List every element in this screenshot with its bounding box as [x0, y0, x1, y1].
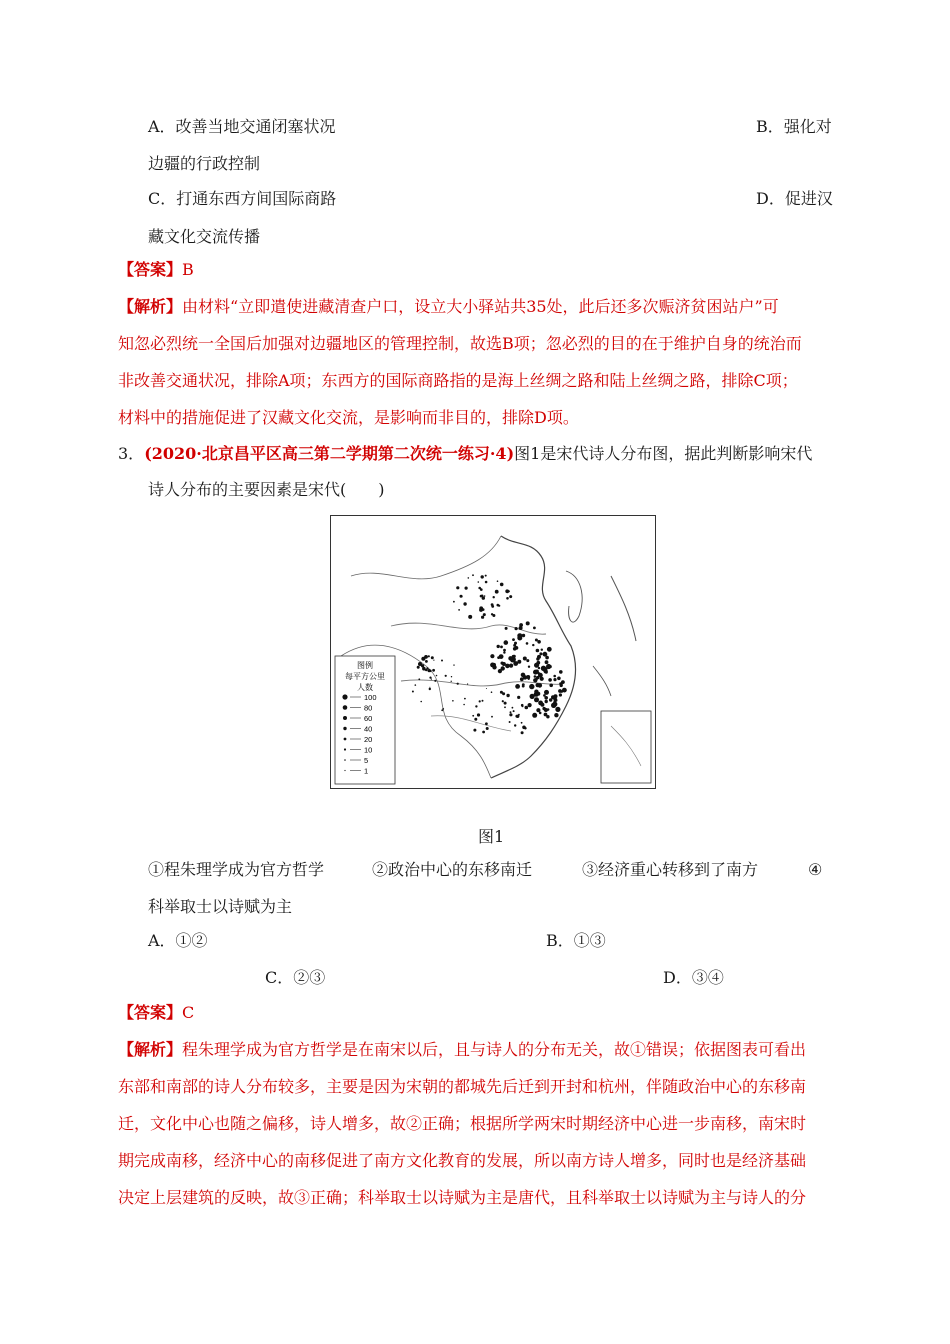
q3-statement-4-tail: 科举取士以诗赋为主: [148, 897, 293, 916]
density-dot: [420, 701, 422, 703]
density-dot: [479, 700, 481, 702]
density-dot: [441, 660, 443, 662]
density-dot: [529, 684, 534, 689]
q2-analysis-line-2: 知忽必烈统一全国后加强对边疆地区的管理控制，故选B项；忽必烈的目的在于维护自身的统治而: [118, 334, 802, 353]
legend-dot: [343, 705, 348, 710]
korean-peninsula: [566, 571, 582, 622]
density-dot: [511, 657, 516, 662]
density-dot: [547, 647, 552, 652]
density-dot: [549, 684, 553, 688]
q2-answer-value: B: [182, 260, 194, 279]
density-dot: [515, 627, 518, 630]
q2-option-a: A．改善当地交通闭塞状况: [148, 117, 336, 136]
density-dot: [429, 687, 430, 688]
japan-islands: [611, 576, 636, 641]
q3-source: (2020·北京昌平区高三第二学期第二次统一练习·4): [144, 444, 515, 463]
q3-statement-3: ③经济重心转移到了南方: [582, 860, 759, 879]
density-dot: [477, 713, 480, 716]
q2-analysis-label: 【解析】: [118, 297, 183, 316]
q3-stem-text: 图1是宋代诗人分布图，据此判断影响宋代: [514, 444, 813, 463]
density-dot: [515, 684, 520, 689]
density-dot: [540, 703, 544, 707]
figure-caption: 图1: [478, 827, 505, 846]
density-dot: [536, 683, 540, 687]
density-dot: [504, 706, 506, 708]
q3-statement-1: ①程朱理学成为官方哲学: [148, 860, 325, 879]
density-dot: [482, 596, 485, 599]
density-dot: [472, 715, 474, 717]
coastline: [491, 536, 576, 778]
density-dot: [505, 627, 508, 630]
q3-stem-line-2: 诗人分布的主要因素是宋代( ): [148, 480, 385, 499]
density-dot: [532, 713, 537, 718]
legend-value: 10: [364, 745, 373, 755]
density-dot: [533, 627, 536, 630]
q2-option-d-tail: 藏文化交流传播: [148, 227, 261, 246]
density-dot: [456, 586, 459, 589]
density-dot: [541, 649, 543, 651]
density-dot: [475, 705, 477, 707]
density-dot: [512, 707, 514, 709]
density-dot: [491, 605, 494, 608]
density-dot: [537, 655, 541, 659]
density-dot: [451, 676, 452, 677]
q2-answer: [118, 259, 194, 281]
density-dot: [526, 659, 529, 662]
q3-analysis-line-4: 期完成南移，经济中心的南移促进了南方文化教育的发展，所以南方诗人增多，同时也是经济基础: [118, 1151, 807, 1170]
density-dot: [506, 694, 509, 697]
density-dot: [493, 596, 495, 598]
poet-density-dots: [412, 574, 567, 734]
density-dot: [428, 655, 430, 657]
density-dot: [557, 677, 561, 681]
density-dot: [490, 654, 494, 658]
density-dot: [506, 597, 509, 600]
density-dot: [453, 601, 455, 603]
density-dot: [525, 706, 529, 710]
q3-analysis-line-5: 决定上层建筑的反映，故③正确；科举取士以诗赋为主是唐代，且科举取士以诗赋为主与诗人的分: [118, 1188, 807, 1207]
legend-dot: [344, 759, 346, 761]
legend-title-3: 人数: [357, 683, 373, 692]
density-dot: [486, 688, 487, 689]
density-dot: [549, 698, 552, 701]
density-dot: [517, 633, 522, 638]
q2-analysis-line-3: 非改善交通状况，排除A项；东西方的国际商路指的是海上丝绸之路和陆上丝绸之路，排除C项；: [118, 371, 798, 390]
density-dot: [547, 708, 550, 711]
density-dot: [497, 645, 500, 648]
density-dot: [513, 647, 517, 651]
density-dot: [460, 595, 463, 598]
density-dot: [474, 718, 477, 721]
density-dot: [499, 654, 504, 659]
q3-statement-4-head: ④: [808, 860, 823, 879]
density-dot: [509, 664, 513, 668]
density-dot: [502, 662, 506, 666]
q3-option-b: B．①③: [546, 931, 606, 950]
q2-analysis-text-1: 由材料“立即遣使进藏清查户口，设立大小驿站共35处，此后还多次赈济贫困站户”可: [182, 297, 779, 316]
density-dot: [421, 664, 424, 667]
legend-value: 1: [364, 766, 369, 776]
density-dot: [510, 711, 512, 713]
density-dot: [431, 656, 434, 659]
density-dot: [472, 574, 474, 576]
density-dot: [554, 713, 558, 717]
density-dot: [559, 682, 562, 685]
legend-value: 5: [364, 756, 369, 765]
density-dot: [521, 673, 526, 678]
density-dot: [536, 649, 540, 653]
legend-title-2: 每平方公里: [345, 672, 385, 681]
q2-answer-label: 【答案】: [118, 260, 183, 279]
density-dot: [479, 608, 483, 612]
density-dot: [555, 707, 560, 712]
density-dot: [481, 575, 484, 578]
density-dot: [526, 642, 529, 645]
q3-analysis-line-3: 迁，文化中心也随之偏移，诗人增多，故②正确；根据所学两宋时期经济中心进一步南移，南宋时: [118, 1114, 807, 1133]
density-dot: [485, 722, 488, 725]
legend-dot: [344, 770, 345, 771]
density-dot: [504, 702, 507, 705]
density-dot: [562, 688, 567, 693]
density-dot: [539, 712, 542, 715]
density-dot: [457, 683, 459, 685]
density-dot: [497, 580, 499, 582]
minor-river: [431, 716, 511, 731]
south-sea-inset: [601, 711, 651, 783]
density-dot: [528, 666, 530, 668]
density-dot: [467, 683, 468, 684]
q3-answer-label: 【答案】: [118, 1003, 183, 1022]
density-dot: [526, 621, 530, 625]
map-drawing: [331, 516, 655, 788]
density-dot: [553, 675, 556, 678]
density-dot: [509, 721, 511, 723]
density-dot: [509, 595, 512, 598]
density-dot: [534, 663, 539, 668]
legend-title-1: 图例: [357, 661, 373, 670]
legend-dot: [342, 694, 347, 699]
density-dot: [501, 666, 505, 670]
density-dot: [458, 609, 460, 611]
density-dot: [429, 688, 431, 690]
density-dot: [485, 581, 488, 584]
density-dot: [537, 640, 541, 644]
legend-dot: [343, 727, 346, 730]
density-dot: [432, 669, 435, 672]
q3-option-a: A．①②: [148, 931, 208, 950]
density-dot: [421, 658, 423, 660]
density-dot: [551, 703, 556, 708]
density-dot: [483, 613, 486, 616]
q3-answer: [118, 1002, 194, 1024]
density-dot: [553, 701, 556, 704]
density-dot: [482, 700, 484, 702]
density-dot: [504, 640, 509, 645]
density-dot: [412, 691, 414, 693]
density-dot: [519, 623, 523, 627]
density-dot: [503, 649, 506, 652]
legend-value: 60: [364, 714, 373, 723]
density-dot: [509, 713, 512, 716]
density-dot: [491, 716, 493, 718]
density-dot: [544, 713, 548, 717]
density-dot: [559, 670, 563, 674]
legend-value: 100: [364, 693, 377, 702]
density-dot: [473, 729, 476, 732]
density-dot: [521, 722, 523, 724]
density-dot: [436, 675, 438, 677]
northern-border: [351, 536, 501, 579]
density-dot: [544, 696, 548, 700]
legend-value: 40: [364, 724, 373, 734]
q3-number: 3．: [118, 444, 145, 463]
q3-analysis-text-1: 程朱理学成为官方哲学是在南宋以后，且与诗人的分布无关，故①错误；依据图表可看出: [182, 1040, 807, 1059]
density-dot: [544, 653, 547, 656]
q3-analysis-label: 【解析】: [118, 1040, 183, 1059]
q3-analysis-line-2: 东部和南部的诗人分布较多，主要是因为宋朝的都城先后迁到开封和杭州，伴随政治中心的东移南: [118, 1077, 807, 1096]
density-dot: [500, 646, 503, 649]
q3-analysis-line-1: [118, 1039, 806, 1061]
density-dot: [442, 708, 444, 710]
density-dot: [514, 642, 517, 645]
density-dot: [425, 660, 428, 663]
density-dot: [418, 678, 420, 680]
density-dot: [544, 690, 549, 695]
density-dot: [545, 660, 549, 664]
density-dot: [468, 577, 470, 579]
density-dot: [453, 664, 454, 665]
density-dot: [512, 638, 515, 641]
density-dot: [492, 665, 496, 669]
density-dot: [481, 595, 483, 597]
density-dot: [417, 666, 420, 669]
q2-option-b-head: B．强化对: [756, 117, 832, 136]
density-dot: [514, 724, 516, 726]
density-dot: [513, 710, 515, 712]
density-dot: [545, 700, 548, 703]
density-dot: [534, 697, 539, 702]
density-dot: [539, 652, 542, 655]
q2-option-c: C．打通东西方间国际商路: [148, 189, 337, 208]
density-dot: [521, 704, 524, 707]
density-dot: [500, 583, 504, 587]
legend-value: 80: [364, 703, 373, 713]
density-dot: [495, 590, 499, 594]
q2-analysis-line-1: [118, 296, 779, 318]
density-dot: [549, 665, 552, 668]
legend-dot: [344, 748, 346, 750]
q3-option-c: C．②③: [265, 968, 326, 987]
density-dot: [486, 727, 489, 730]
density-dot: [451, 681, 452, 682]
q3-statement-2: ②政治中心的东移南迁: [372, 860, 533, 879]
legend-dot: [344, 738, 347, 741]
density-dot: [434, 680, 436, 682]
density-dot: [429, 677, 431, 679]
q2-option-d-head: D．促进汉: [756, 189, 833, 208]
density-dot: [542, 707, 545, 710]
density-dot: [503, 651, 505, 653]
density-dot: [491, 613, 493, 615]
density-dot: [532, 644, 534, 646]
density-dot: [502, 692, 505, 695]
density-dot: [484, 595, 486, 597]
q3-option-d: D．③④: [663, 968, 724, 987]
density-dot: [415, 684, 417, 686]
density-dot: [534, 675, 537, 678]
density-dot: [538, 667, 540, 669]
density-dot: [478, 581, 480, 583]
density-dot: [522, 685, 525, 688]
density-dot: [543, 667, 547, 671]
q3-answer-value: C: [182, 1003, 195, 1022]
density-dot: [428, 669, 431, 672]
song-poets-map: [330, 515, 656, 789]
density-dot: [431, 679, 432, 680]
density-dot: [523, 657, 527, 661]
density-dot: [465, 587, 468, 590]
density-dot: [516, 715, 519, 718]
density-dot: [521, 731, 524, 734]
density-dot: [508, 590, 510, 592]
density-dot: [524, 727, 526, 729]
density-dot: [482, 731, 485, 734]
q2-option-b-tail: 边疆的行政控制: [148, 154, 261, 173]
density-dot: [554, 694, 558, 698]
density-dot: [538, 673, 543, 678]
density-dot: [559, 693, 562, 696]
density-dot: [485, 575, 487, 577]
density-dot: [445, 675, 447, 677]
legend-value: 20: [364, 735, 373, 744]
density-dot: [502, 700, 504, 702]
density-dot: [491, 691, 493, 693]
density-dot: [452, 700, 454, 702]
density-dot: [498, 605, 500, 607]
density-dot: [534, 692, 539, 697]
density-dot: [463, 602, 466, 605]
density-dot: [522, 634, 525, 637]
density-dot: [463, 704, 465, 706]
q2-analysis-line-4: 材料中的措施促进了汉藏文化交流，是影响而非目的，排除D项。: [118, 408, 579, 427]
density-dot: [481, 616, 484, 619]
density-dot: [480, 588, 483, 591]
density-dot: [528, 678, 530, 680]
density-dot: [424, 655, 428, 659]
density-dot: [528, 703, 532, 707]
q3-stem-line-1: [118, 443, 812, 465]
southern-islands: [593, 666, 611, 696]
density-dot: [426, 667, 428, 669]
legend-dot: [343, 716, 347, 720]
density-dot: [433, 660, 434, 661]
density-dot: [468, 615, 472, 619]
density-dot: [464, 698, 466, 700]
density-dot: [548, 678, 552, 682]
density-dot: [535, 639, 538, 642]
density-dot: [517, 660, 521, 664]
density-dot: [553, 678, 556, 681]
density-dot: [517, 696, 520, 699]
